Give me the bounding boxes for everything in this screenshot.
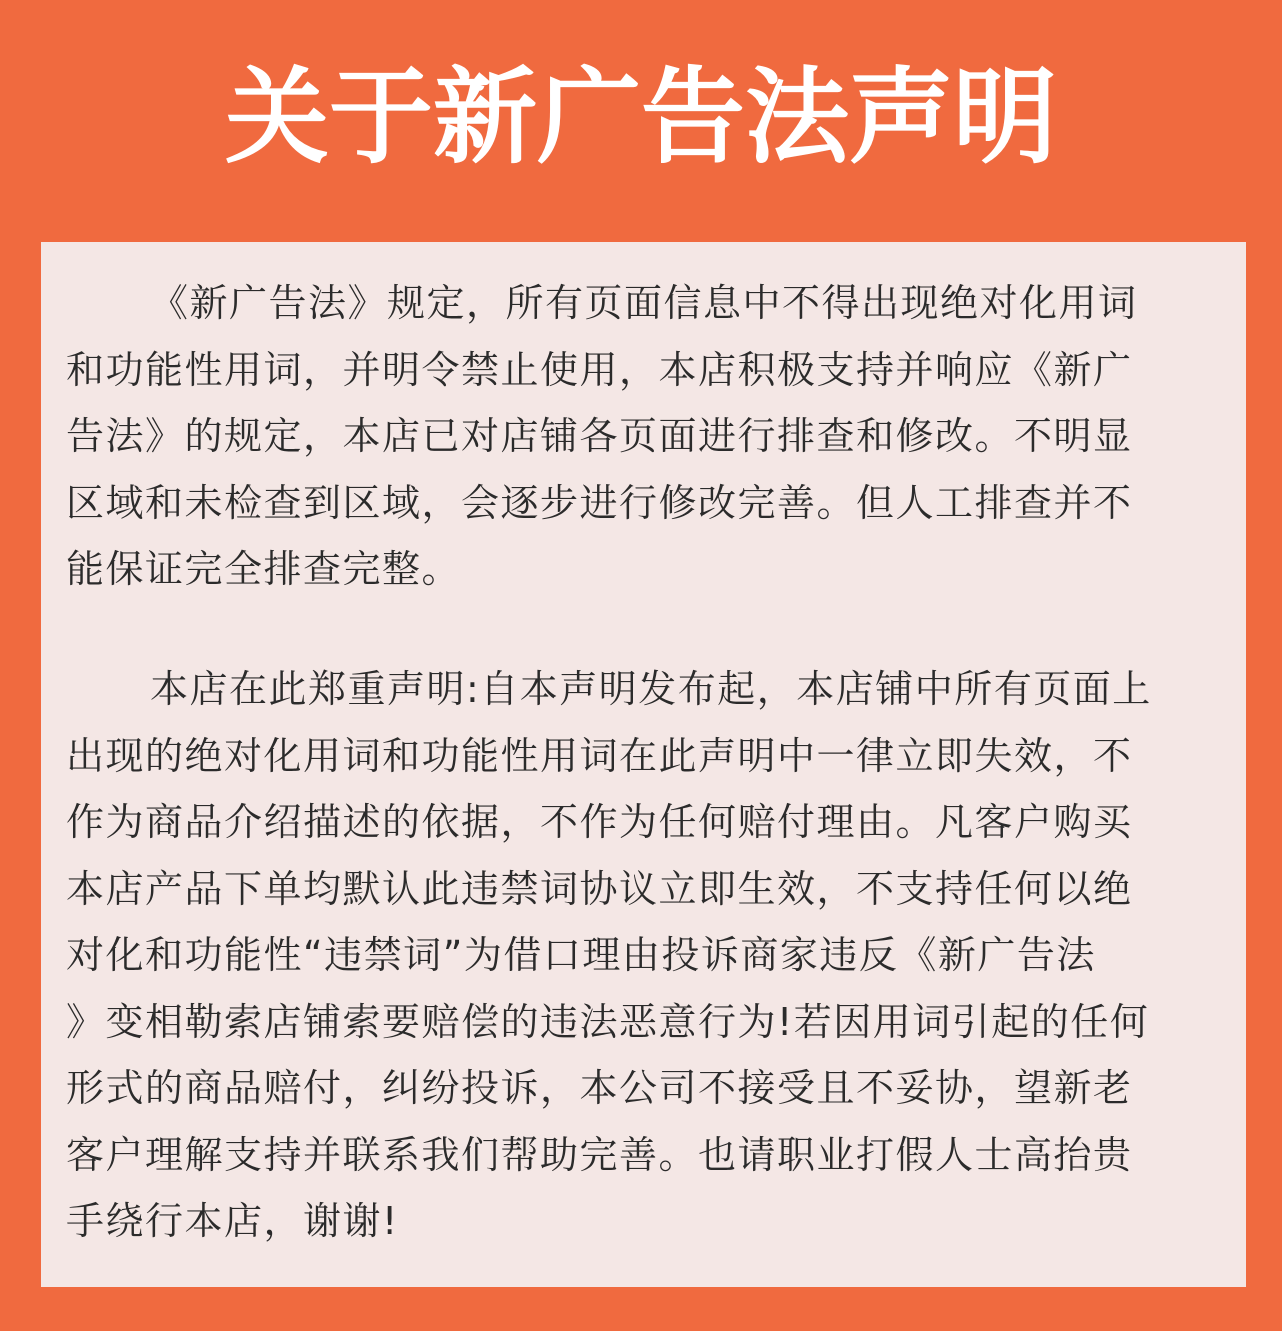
- statement-paragraph-2: [66, 656, 1216, 1255]
- paragraph-line: 形式的商品赔付，纠纷投诉，本公司不接受且不妥协，望新老: [66, 1066, 1133, 1110]
- paragraph-line: 告法》的规定，本店已对店铺各页面进行排查和修改。不明显: [66, 414, 1133, 458]
- statement-paragraph-1: [66, 270, 1216, 603]
- paragraph-line: 本店在此郑重声明:自本声明发布起，本店铺中所有页面上: [150, 667, 1152, 711]
- paragraph-line: 和功能性用词，并明令禁止使用，本店积极支持并响应《新广: [66, 347, 1133, 392]
- paragraph-line: 客户理解支持并联系我们帮助完善。也请职业打假人士高抬贵: [66, 1132, 1133, 1177]
- paragraph-line: 能保证完全排查完整。: [66, 547, 462, 591]
- paragraph-line: 区域和未检查到区域，会逐步进行修改完善。但人工排查并不: [66, 480, 1133, 525]
- paragraph-line: 作为商品介绍描述的依据，不作为任何赔付理由。凡客户购买: [66, 800, 1133, 844]
- paragraph-line: 手绕行本店，谢谢!: [66, 1199, 399, 1243]
- paragraph-line: 》变相勒索店铺索要赔偿的违法恶意行为!若因用词引起的任何: [66, 999, 1150, 1044]
- paragraph-line: 出现的绝对化用词和功能性用词在此声明中一律立即失效，不: [66, 733, 1133, 778]
- paragraph-line: 对化和功能性“违禁词”为借口理由投诉商家违反《新广告法: [66, 933, 1096, 977]
- page-title: 关于新广告法声明: [224, 56, 1057, 178]
- paragraph-line: 《新广告法》规定，所有页面信息中不得出现绝对化用词: [150, 281, 1138, 325]
- paragraph-line: 本店产品下单均默认此违禁词协议立即生效，不支持任何以绝: [66, 866, 1133, 911]
